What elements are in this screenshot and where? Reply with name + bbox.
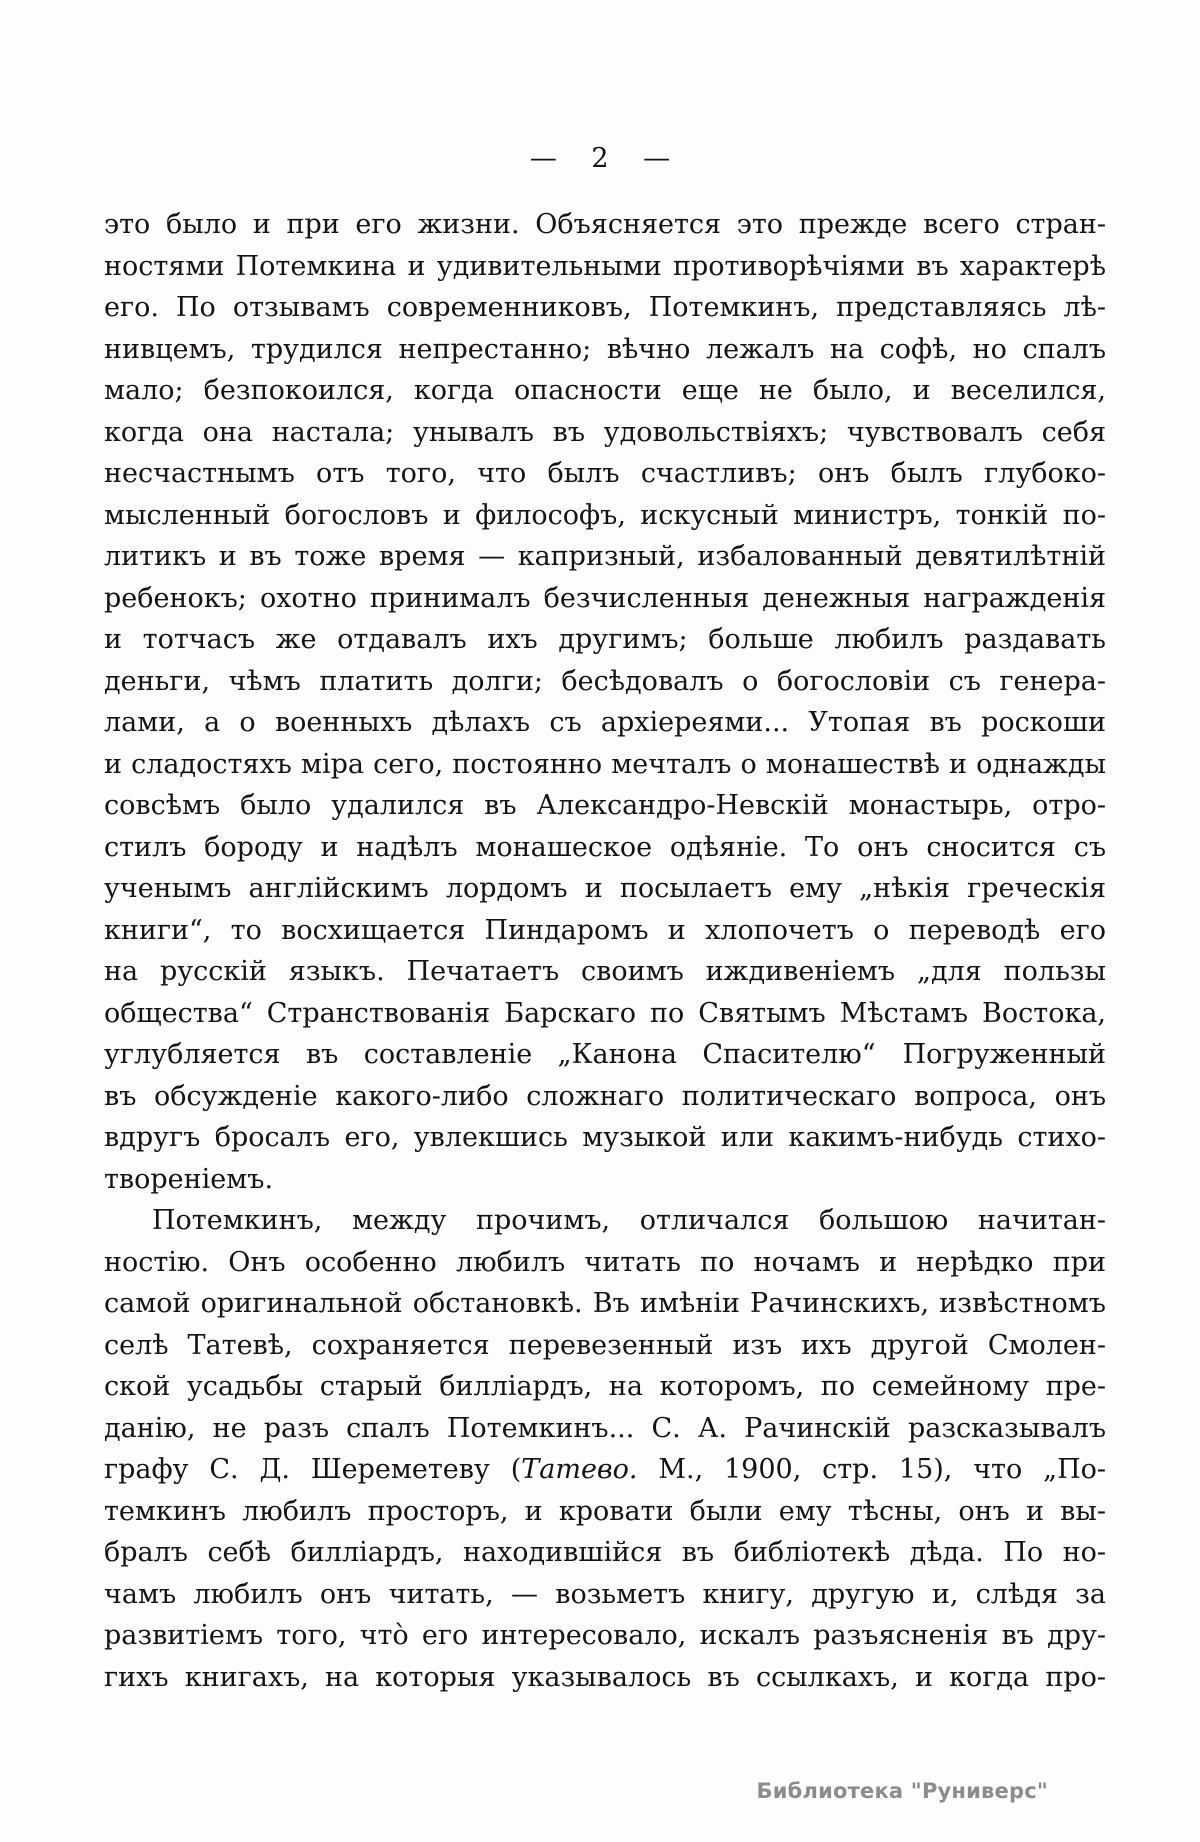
- text-line: стилъ бороду и надѣлъ монашеское одѣяніе. То онъ сносится съ: [104, 831, 1106, 863]
- text-line: темкинъ любилъ просторъ, и кровати были ему тѣсны, онъ и вы-: [104, 1495, 1106, 1527]
- watermark: Библиотека "Руниверс": [756, 1779, 1048, 1803]
- text-line: ученымъ англійскимъ лордомъ и посылаетъ ему „нѣкія греческія: [104, 873, 1106, 904]
- text-line: общества“ Странствованія Барскаго по Святымъ Мѣстамъ Востока,: [104, 997, 1106, 1029]
- text-line: книги“, то восхищается Пиндаромъ и хлопочетъ о переводѣ его: [104, 914, 1106, 946]
- text-line: совсѣмъ было удалился въ Александро-Невскій монастырь, отро-: [104, 790, 1106, 821]
- text-line: и тотчасъ же отдавалъ ихъ другимъ; больше любилъ раздавать: [104, 624, 1106, 655]
- text-line: въ обсужденіе какого-либо сложнаго политическаго вопроса, онъ: [104, 1080, 1106, 1112]
- text-line: твореніемъ.: [104, 1163, 274, 1195]
- text-line: его. По отзывамъ современниковъ, Потемкинъ, представляясь лѣ-: [104, 292, 1106, 323]
- text-line: мало; безпокоился, когда опасности еще не было, и веселился,: [104, 375, 1106, 406]
- text-line: несчастнымъ отъ того, что былъ счастливъ; онъ былъ глубоко-: [104, 458, 1106, 489]
- text-line: на русскій языкъ. Печатаетъ своимъ иждивеніемъ „для пользы: [104, 956, 1106, 987]
- text-line: данію, не разъ спалъ Потемкинъ... С. А. Рачинскій разсказывалъ: [104, 1412, 1106, 1444]
- text-line: самой оригинальной обстановкѣ. Въ имѣніи Рачинскихъ, извѣстномъ: [104, 1288, 1106, 1319]
- text-line: деньги, чѣмъ платить долги; бесѣдовалъ о богословіи съ генера-: [104, 665, 1106, 697]
- text-line: вдругъ бросалъ его, увлекшись музыкой или какимъ-нибудь стихо-: [104, 1122, 1106, 1153]
- text-line: графу С. Д. Шереметеву (Татево. М., 1900, стр. 15), что „По-: [104, 1454, 1106, 1485]
- text-line: бралъ себѣ билліардъ, находившійся въ библіотекѣ дѣда. По но-: [104, 1537, 1106, 1568]
- page-number-header: — 2 —: [529, 143, 671, 174]
- text-line: селѣ Татевѣ, сохраняется перевезенный изъ ихъ другой Смолен-: [104, 1329, 1106, 1361]
- text-line: литикъ и въ тоже время — капризный, избалованный девятилѣтній: [104, 541, 1106, 572]
- text-line: чамъ любилъ онъ читать, — возьметъ книгу, другую и, слѣдя за: [104, 1578, 1106, 1610]
- text-line: и сладостяхъ міра сего, постоянно мечталъ о монашествѣ и однажды: [104, 748, 1106, 780]
- text-line: это было и при его жизни. Объясняется это прежде всего стран-: [104, 209, 1106, 240]
- text-line: ской усадьбы старый билліардъ, на которомъ, по семейному пре-: [104, 1371, 1106, 1402]
- body-text: [104, 204, 1106, 1698]
- text-line: развитіемъ того, что̀ его интересовало, искалъ разъясненія въ дру-: [104, 1620, 1106, 1651]
- text-line: ребенокъ; охотно принималъ безчисленныя денежныя награжденія: [104, 582, 1106, 614]
- text-line: углубляется въ составленіе „Канона Спасителю“ Погруженный: [104, 1039, 1106, 1070]
- text-line: Потемкинъ, между прочимъ, отличался большою начитан-: [152, 1205, 1106, 1236]
- text-line: гихъ книгахъ, на которыя указывалось въ ссылкахъ, и когда про-: [104, 1661, 1106, 1693]
- italic-text: Татево.: [521, 1454, 638, 1485]
- text-line: нивцемъ, трудился непрестанно; вѣчно лежалъ на софѣ, но спалъ: [104, 333, 1106, 365]
- text-line: ностію. Онъ особенно любилъ читать по ночамъ и нерѣдко при: [104, 1246, 1106, 1278]
- text-line: мысленный богословъ и философъ, искусный министръ, тонкій по-: [104, 499, 1106, 531]
- text-line: ностями Потемкина и удивительными противорѣчіями въ характерѣ: [104, 250, 1106, 282]
- text-line: когда она настала; унывалъ въ удовольствіяхъ; чувствовалъ себя: [104, 416, 1106, 448]
- text-line: лами, а о военныхъ дѣлахъ съ архіереями... Утопая въ роскоши: [104, 707, 1106, 738]
